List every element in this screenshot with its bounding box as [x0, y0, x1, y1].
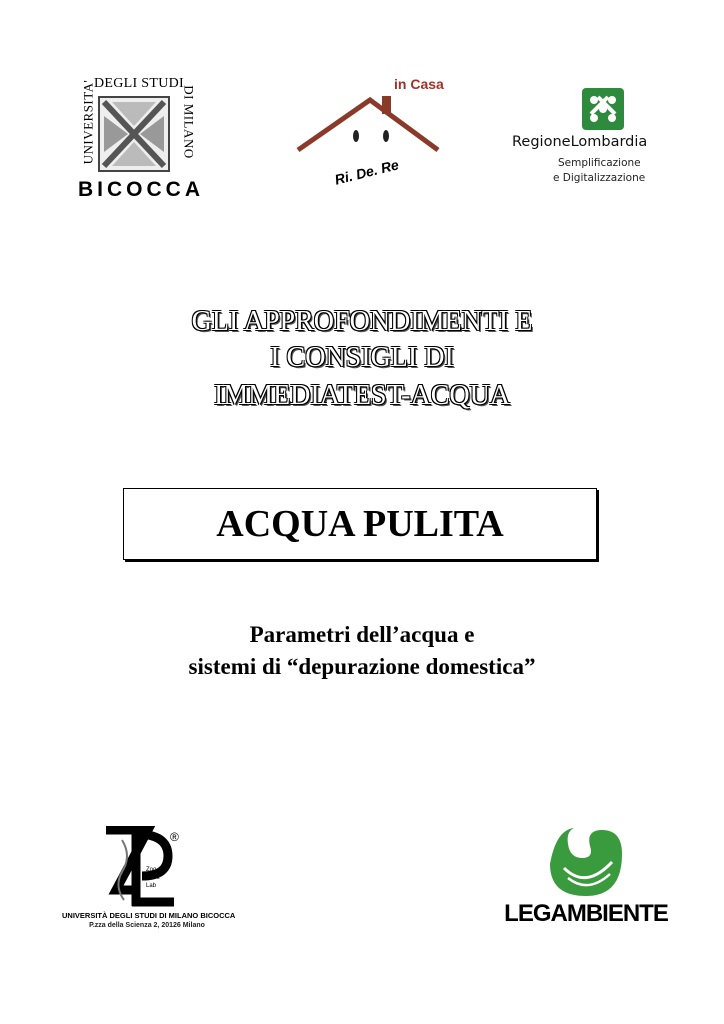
regione-cross-icon [582, 88, 624, 130]
heading-line-3: IMMEDIATEST-ACQUA [213, 380, 511, 411]
title-box [123, 488, 597, 560]
subtitle-line-2: sistemi di “depurazione domestica” [188, 654, 536, 679]
regione-subtitle-1: Semplificazione [558, 157, 641, 169]
regione-name: RegioneLombardia [512, 134, 648, 150]
heading-line-1: GLI APPROFONDIMENTI E [191, 306, 533, 337]
zpl-inner-text: Zoo Plant Lab [146, 867, 160, 889]
zooplantlab-logo [62, 826, 236, 938]
heading-line-2: I CONSIGLI DI [270, 342, 454, 373]
legambiente-name: LEGAMBIENTE [504, 900, 668, 927]
regione-subtitle-2: e Digitalizzazione [553, 172, 646, 184]
bicocca-emblem-icon [98, 96, 170, 172]
bicocca-milano-text: DI MILANO [181, 85, 197, 159]
ridere-name: Ri. De. Re [333, 156, 401, 188]
swan-icon [546, 824, 626, 898]
regione-lombardia-logo [508, 88, 698, 188]
bicocca-name-text: BICOCCA [78, 178, 204, 201]
bicocca-degli-studi-text: DEGLI STUDI [94, 76, 185, 91]
subtitle-line-1: Parametri dell’acqua e [249, 622, 475, 647]
bicocca-universita-text: UNIVERSITA' [80, 79, 96, 165]
zpl-university-text: UNIVERSITÀ DEGLI STUDI DI MILANO BICOCCA [62, 911, 236, 920]
registered-mark: ® [170, 830, 179, 844]
ridere-logo [294, 76, 444, 196]
bicocca-logo [76, 74, 204, 201]
legambiente-logo [496, 824, 678, 934]
zpl-address-text: P.zza della Scienza 2, 20126 Milano [89, 922, 205, 929]
ridere-tag: in Casa [394, 76, 444, 92]
page-title: ACQUA PULITA [216, 503, 504, 545]
